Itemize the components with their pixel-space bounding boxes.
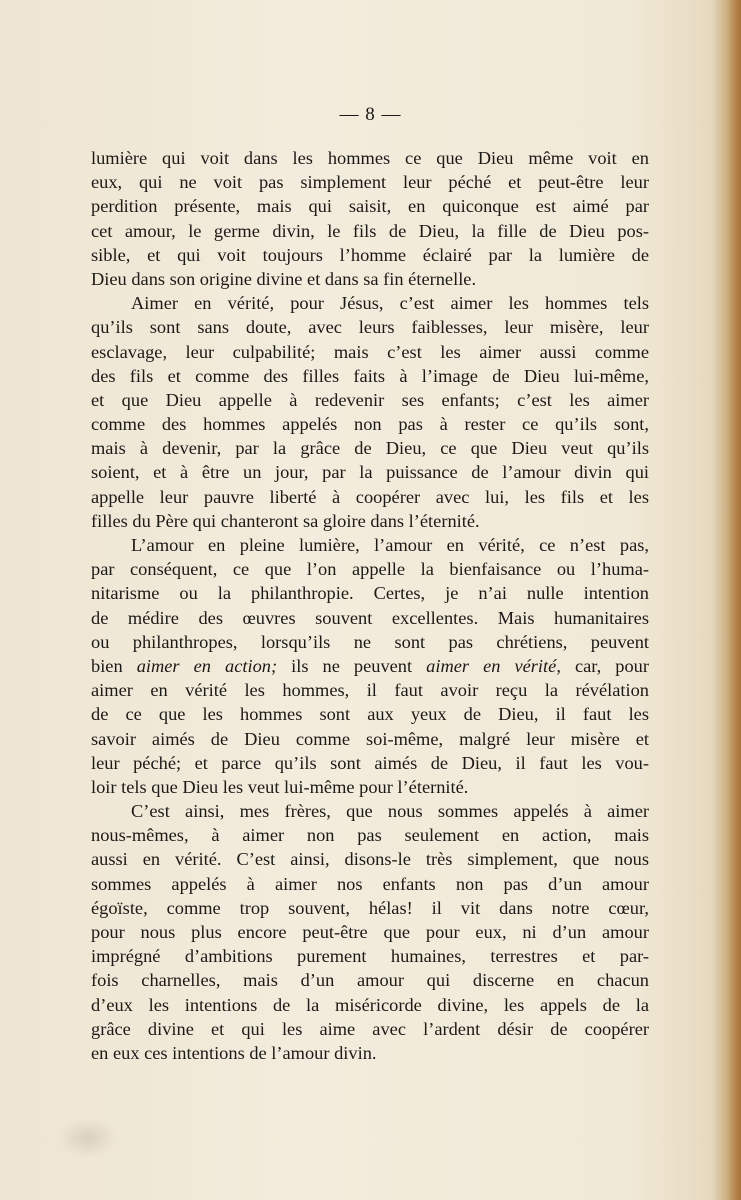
- text-line: sommes appelés à aimer nos enfants non pas d’un amour: [91, 873, 649, 894]
- text-line: aussi en vérité. C’est ainsi, disons-le très simplement, que nous: [91, 849, 649, 870]
- text-line: L’amour en pleine lumière, l’amour en vérité, ce n’est pas,: [131, 535, 649, 555]
- text-line: mais à devenir, par la grâce de Dieu, ce que Dieu veut qu’ils: [91, 438, 649, 459]
- text-line: leur péché; et parce qu’ils sont aimés de Dieu, il faut les vou-: [91, 752, 649, 773]
- text-run: ils ne peuvent: [277, 655, 427, 676]
- text-line: lumière qui voit dans les hommes ce que Dieu même voit en: [91, 148, 649, 168]
- text-line: C’est ainsi, mes frères, que nous sommes appelés à aimer: [131, 801, 649, 822]
- text-line: qu’ils sont sans doute, avec leurs faiblesses, leur misère, leur: [91, 317, 649, 338]
- italic-phrase: aimer en vérité,: [426, 655, 561, 676]
- text-run: bien: [91, 655, 137, 676]
- text-line: pour nous plus encore peut-être que pour eux, ni d’un amour: [91, 922, 649, 942]
- text-line: cet amour, le germe divin, le fils de Dieu, la fille de Dieu pos-: [91, 220, 649, 241]
- stain-mark: [58, 1118, 118, 1158]
- text-line: des fils et comme des filles faits à l’image de Dieu lui-même,: [91, 365, 649, 386]
- italic-phrase: aimer en action;: [136, 655, 278, 676]
- text-line: par conséquent, ce que l’on appelle la bienfaisance ou l’huma-: [91, 559, 649, 580]
- text-line: perdition présente, mais qui saisit, en quiconque est aimé par: [91, 196, 649, 217]
- text-line: aimer en vérité les hommes, il faut avoir reçu la révélation: [91, 680, 649, 701]
- text-line: loir tels que Dieu les veut lui-même pour l’éternité.: [91, 776, 469, 797]
- text-line: égoïste, comme trop souvent, hélas! il vit dans notre cœur,: [91, 897, 649, 918]
- text-line: Dieu dans son origine divine et dans sa fin éternelle.: [91, 268, 477, 289]
- text-line: imprégné d’ambitions purement humaines, terrestres et par-: [91, 946, 649, 967]
- text-line: en eux ces intentions de l’amour divin.: [91, 1042, 377, 1063]
- text-line: esclavage, leur culpabilité; mais c’est les aimer aussi comme: [91, 341, 649, 362]
- text-run: car, pour: [560, 655, 649, 676]
- text-line: ou philanthropes, lorsqu’ils ne sont pas chrétiens, peuvent: [91, 631, 649, 652]
- text-line: Aimer en vérité, pour Jésus, c’est aimer les hommes tels: [131, 293, 649, 314]
- text-line: fois charnelles, mais d’un amour qui discerne en chacun: [91, 970, 649, 991]
- text-line: eux, qui ne voit pas simplement leur péché et peut-être leur: [91, 172, 649, 193]
- text-line: comme des hommes appelés non pas à rester ce qu’ils sont,: [91, 414, 649, 435]
- text-line: de ce que les hommes sont aux yeux de Dieu, il faut les: [91, 704, 649, 725]
- text-line: sible, et qui voit toujours l’homme éclairé par la lumière de: [91, 244, 649, 265]
- text-line: soient, et à être un jour, par la puissance de l’amour divin qui: [91, 462, 649, 483]
- text-line: nitarisme ou la philanthropie. Certes, je n’ai nulle intention: [91, 583, 649, 604]
- text-line: et que Dieu appelle à redevenir ses enfants; c’est les aimer: [91, 389, 649, 410]
- text-line: appelle leur pauvre liberté à coopérer avec lui, les fils et les: [91, 486, 649, 507]
- text-line: d’eux les intentions de la miséricorde divine, les appels de la: [91, 994, 649, 1015]
- page-number: — 8 —: [339, 104, 402, 125]
- text-line: grâce divine et qui les aime avec l’ardent désir de coopérer: [91, 1018, 649, 1039]
- body-text: [91, 146, 649, 1065]
- page-edge-shadow: [727, 0, 741, 1200]
- text-line: savoir aimés de Dieu comme soi-même, malgré leur misère et: [91, 728, 649, 749]
- text-line: de médire des œuvres souvent excellentes. Mais humanitaires: [91, 607, 649, 628]
- text-line: nous-mêmes, à aimer non pas seulement en action, mais: [91, 825, 649, 846]
- text-line-with-italics: [91, 654, 649, 678]
- text-line: filles du Père qui chanteront sa gloire dans l’éternité.: [91, 510, 480, 531]
